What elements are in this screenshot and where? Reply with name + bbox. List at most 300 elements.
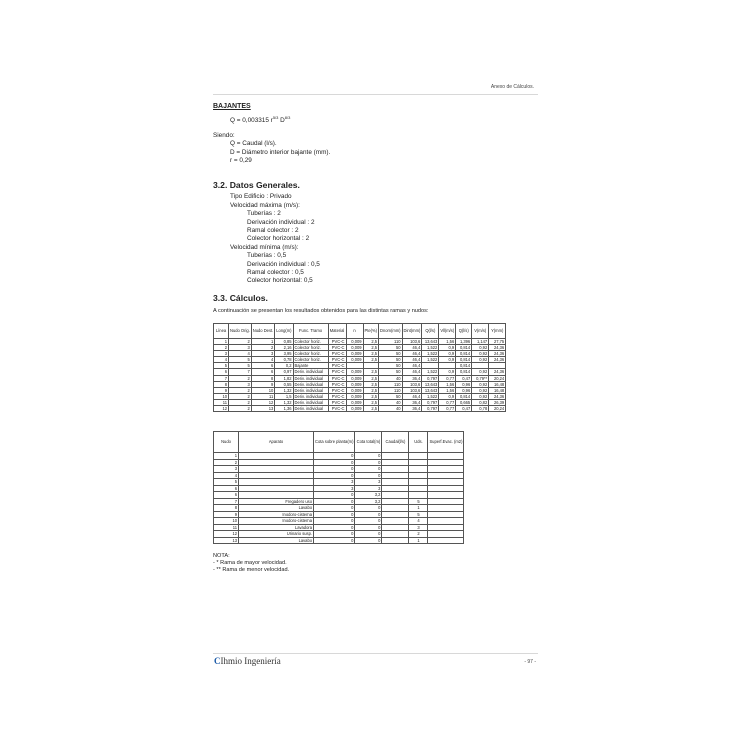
column-header: Y(mm) [489, 324, 506, 339]
table-cell: 11 [251, 393, 274, 399]
table-cell: 2 [229, 387, 252, 393]
table-cell: 2 [214, 459, 239, 466]
formula-exp1: 5/3 [272, 115, 279, 121]
table-cell: 0 [355, 459, 382, 466]
formula-main: Q = 0,003315 r [230, 117, 273, 125]
table-cell: 2 [229, 393, 252, 399]
table-cell: 0 [355, 524, 382, 531]
table-cell: 6 [214, 492, 239, 499]
vmin-colector: Colector horizontal: 0,5 [247, 277, 313, 285]
table-cell: 26,39 [489, 399, 506, 405]
table-cell: 0 [314, 518, 355, 525]
table-cell: 8 [251, 375, 274, 381]
table-cell: 1,522 [422, 357, 439, 363]
calculos-title: 3.3. Cálculos. [213, 293, 268, 303]
table-cell: 9 [214, 511, 239, 518]
table-cell: 27,75 [489, 339, 506, 345]
table-cell: 0,78 [275, 357, 293, 363]
table-cell: 9 [251, 381, 274, 387]
table-cell: 0,009 [346, 406, 363, 412]
table-cell: 0,9 [439, 393, 456, 399]
table-cell: Bajante [293, 363, 328, 369]
table-cell: 0 [314, 505, 355, 512]
running-header: Anexo de Cálculos. [490, 84, 534, 90]
table-cell: 1,147 [472, 339, 489, 345]
table-cell: 1 [251, 339, 274, 345]
table-cell: 2 [229, 339, 252, 345]
datos-title: 3.2. Datos Generales. [213, 180, 300, 190]
table-cell: 0,82 [472, 399, 489, 405]
table-cell: 20,24 [489, 375, 506, 381]
table-cell: 2,5 [363, 339, 379, 345]
table-cell: 36,4 [402, 399, 422, 405]
table-cell: 24,36 [489, 393, 506, 399]
bajantes-title: BAJANTES [213, 103, 251, 110]
table-cell: 0,92 [472, 351, 489, 357]
table-cell: 50 [379, 369, 402, 375]
table-cell: Colector horiz. [293, 357, 328, 363]
table-cell: PVC-C [328, 406, 346, 412]
column-header: Cota sobre planta(m) [314, 432, 355, 453]
table-cell: 103,6 [402, 387, 422, 393]
table-cell: PVC-C [328, 363, 346, 369]
table-cell: 110 [379, 381, 402, 387]
table-cell: 0,9 [439, 369, 456, 375]
table-cell: 46,4 [402, 345, 422, 351]
table-cell: 0 [314, 472, 355, 479]
table-cell: 5 [409, 511, 428, 518]
table-cell: 2,5 [363, 381, 379, 387]
table-cell: 3 [409, 524, 428, 531]
table-cell: Fregadero uso [239, 498, 314, 505]
table-cell: Deriv. individual [293, 406, 328, 412]
table-cell: 7 [214, 498, 239, 505]
vmin-ramal: Ramal colector : 0,5 [247, 269, 304, 277]
footer-divider [213, 653, 538, 654]
column-header: n [346, 324, 363, 339]
table-cell: 0 [314, 498, 355, 505]
table-cell: PVC-C [328, 381, 346, 387]
table-cell: 2,5 [363, 345, 379, 351]
table-cell: 11 [214, 399, 229, 405]
table-cell: 1,522 [422, 369, 439, 375]
table-cell: 5 [214, 363, 229, 369]
table-cell: 40 [379, 399, 402, 405]
table-cell: 3 [355, 479, 382, 486]
column-header: Q(l/s) [456, 324, 472, 339]
table-cell: 0,9 [439, 351, 456, 357]
table-cell: 13,643 [422, 381, 439, 387]
table-cell: 1,56 [439, 381, 456, 387]
table-cell: 0,009 [346, 381, 363, 387]
table-cell: 0,97 [275, 369, 293, 375]
table-cell: 2,5 [363, 369, 379, 375]
table-cell: 0,814 [456, 363, 472, 369]
table-cell: 2 [229, 406, 252, 412]
table-cell: 3 [229, 381, 252, 387]
def-q: Q = Caudal (l/s). [230, 140, 277, 148]
table-cell: 0,47 [456, 406, 472, 412]
table-cell: 0,96 [456, 387, 472, 393]
table-cell: Deriv. individual [293, 393, 328, 399]
table-cell: Inodoro-cisterna [239, 511, 314, 518]
vmax-tuberias: Tuberías : 2 [247, 210, 281, 218]
table-cell: 6 [214, 369, 229, 375]
table-cell: 4 [214, 472, 239, 479]
table-cell: 12 [214, 406, 229, 412]
table-cell: 0 [355, 453, 382, 460]
table-cell: 46,4 [402, 393, 422, 399]
table-cell: 2,5 [363, 393, 379, 399]
table-cell: 2,5 [363, 357, 379, 363]
table-cell: 11 [214, 524, 239, 531]
table-cell: 4 [409, 518, 428, 525]
table-cell: 36,4 [402, 406, 422, 412]
table-cell: 4 [229, 351, 252, 357]
table-cell: 3 [214, 466, 239, 473]
vmax-colector: Colector horizontal : 2 [247, 235, 310, 243]
column-header: Material [328, 324, 346, 339]
table-cell: 0,665 [456, 399, 472, 405]
table-cell: 0,814 [456, 345, 472, 351]
notes-title: NOTA: [213, 553, 230, 559]
table-cell: 3,2 [355, 492, 382, 499]
table-cell: 0,47 [456, 375, 472, 381]
table-cell: 3 [251, 351, 274, 357]
table-cell: 0 [355, 537, 382, 544]
table-cell: PVC-C [328, 357, 346, 363]
table-cell: 0,814 [456, 369, 472, 375]
table-cell: 0,92 [472, 357, 489, 363]
table-cell: Urinario susp. [239, 531, 314, 538]
table-cell: 2,16 [275, 345, 293, 351]
table-cell: 0,009 [346, 351, 363, 357]
column-header: V(m/s) [472, 324, 489, 339]
table-cell: 0 [355, 505, 382, 512]
table-cell: Colector horiz. [293, 351, 328, 357]
table-cell: Colector horiz. [293, 345, 328, 351]
table-cell: 0,96 [456, 381, 472, 387]
table-cell: 0,009 [346, 369, 363, 375]
table-cell: 2 [409, 531, 428, 538]
table-cell: 2 [251, 345, 274, 351]
table-cell: 0,009 [346, 399, 363, 405]
table-cell: 1,522 [422, 345, 439, 351]
table-cell: PVC-C [328, 339, 346, 345]
def-r: r = 0,29 [230, 157, 252, 165]
table-cell: 1 [214, 339, 229, 345]
table-cell: 46,4 [402, 357, 422, 363]
table-cell: 3,95 [275, 351, 293, 357]
table-cell: 0 [314, 466, 355, 473]
table-row [214, 537, 464, 544]
table-cell: 13 [214, 537, 239, 544]
table-cell: 9 [214, 387, 229, 393]
table-cell: 5 [229, 363, 252, 369]
table-cell: 0,009 [346, 345, 363, 351]
table-cell: Colector horiz. [293, 339, 328, 345]
table-cell: 0,814 [456, 351, 472, 357]
table-cell: 3 [314, 479, 355, 486]
page-number: - 97 - [524, 659, 536, 665]
table-cell: 0,009 [346, 387, 363, 393]
table-cell: 0,9 [439, 357, 456, 363]
table-cell: 0,009 [346, 375, 363, 381]
table-cell: 0,92 [472, 387, 489, 393]
table-cell: 1,32 [275, 399, 293, 405]
node-table-body [214, 453, 464, 544]
formula-d: D [278, 117, 285, 125]
table-cell: 46,4 [402, 363, 422, 369]
brand-initial: C [214, 656, 221, 666]
table-cell: PVC-C [328, 375, 346, 381]
table-cell: 50 [379, 357, 402, 363]
table-cell: 16,48 [489, 381, 506, 387]
vmax-ramal: Ramal colector : 2 [247, 227, 299, 235]
table-cell: 0 [314, 511, 355, 518]
column-header: Nudo Orig. [229, 324, 252, 339]
datos-section [213, 181, 538, 286]
table-cell: 0 [314, 492, 355, 499]
table-cell: 0,92 [472, 345, 489, 351]
table-cell: Deriv. individual [293, 375, 328, 381]
column-header: Long(m) [275, 324, 293, 339]
table-cell: 0,797 [422, 375, 439, 381]
table-cell: 50 [379, 351, 402, 357]
node-results-table [213, 431, 464, 544]
table-cell: 3 [355, 485, 382, 492]
table-cell: 1,396 [456, 339, 472, 345]
table-cell: 0,92 [472, 369, 489, 375]
table-cell: PVC-C [328, 393, 346, 399]
table-cell: 6 [251, 369, 274, 375]
table-cell [428, 537, 464, 544]
table-cell: 3 [214, 351, 229, 357]
table-cell: 0,009 [346, 357, 363, 363]
bajantes-section [213, 103, 538, 166]
column-header: Aparato [239, 432, 314, 453]
table-cell: 0,2 [275, 363, 293, 369]
table-cell: 1,56 [439, 339, 456, 345]
column-header: Func. Tramo [293, 324, 328, 339]
column-header: Cota total(m) [355, 432, 382, 453]
table-cell: 0,92 [472, 381, 489, 387]
table-cell: 0,92 [472, 393, 489, 399]
table-cell: 24,36 [489, 357, 506, 363]
formula-exp2: 8/3 [284, 115, 291, 121]
table-cell: 5 [214, 479, 239, 486]
table-cell: 5 [409, 498, 428, 505]
table-cell: 4 [251, 357, 274, 363]
table-cell: 20,24 [489, 406, 506, 412]
vmax-derivacion: Derivación individual : 2 [247, 218, 315, 226]
table-cell: 5 [229, 357, 252, 363]
table-cell: 110 [379, 387, 402, 393]
table-cell: 0,009 [346, 339, 363, 345]
table-cell: 0 [355, 511, 382, 518]
table-cell: 2,5 [363, 351, 379, 357]
branch-table-header-row [214, 324, 506, 339]
table-cell [382, 537, 409, 544]
table-cell: 10 [251, 387, 274, 393]
table-cell: 0,78 [472, 406, 489, 412]
table-cell: 36,4 [402, 375, 422, 381]
table-cell: 46,4 [402, 351, 422, 357]
table-cell: 13,643 [422, 339, 439, 345]
table-cell: 3 [229, 345, 252, 351]
table-cell: 0 [314, 453, 355, 460]
table-cell: 103,6 [402, 339, 422, 345]
table-cell: 0,797 [422, 399, 439, 405]
column-header: Pte(%) [363, 324, 379, 339]
table-cell: 0 [355, 472, 382, 479]
table-cell: 10 [214, 393, 229, 399]
column-header: Línea [214, 324, 229, 339]
vmin-tuberias: Tuberías : 0,5 [247, 252, 287, 260]
table-cell: 1 [214, 453, 239, 460]
tipo-edificio: Tipo Edificio : Privado [230, 193, 292, 201]
table-cell: PVC-C [328, 369, 346, 375]
table-cell: 1,5 [275, 393, 293, 399]
table-cell: 2,5 [363, 375, 379, 381]
table-cell: Inodoro-cisterna [239, 518, 314, 525]
table-cell: 7 [214, 375, 229, 381]
column-header: Q(l/s) [422, 324, 439, 339]
table-cell: 0,814 [456, 393, 472, 399]
table-cell: 8 [214, 505, 239, 512]
table-cell: 4 [214, 357, 229, 363]
table-cell: Deriv. individual [293, 381, 328, 387]
table-cell: 0,814 [456, 357, 472, 363]
table-cell: 2,5 [363, 387, 379, 393]
table-cell: 40 [379, 375, 402, 381]
table-cell: 0 [355, 518, 382, 525]
table-cell: PVC-C [328, 399, 346, 405]
table-cell: 0 [314, 459, 355, 466]
table-cell: 3,2 [355, 498, 382, 505]
table-cell: Lavabo [239, 537, 314, 544]
table-cell: 6 [251, 363, 274, 369]
table-cell: 0,797 [422, 406, 439, 412]
table-cell: 2,5 [363, 406, 379, 412]
vmin-label: Velocidad mínima (m/s): [230, 243, 299, 251]
branch-results-table [213, 323, 506, 412]
table-cell: 0,77 [439, 399, 456, 405]
vmax-label: Velocidad máxima (m/s): [230, 201, 300, 209]
table-cell: 0,85 [275, 339, 293, 345]
table-cell: Deriv. individual [293, 399, 328, 405]
table-cell: 2,5 [363, 399, 379, 405]
vmin-derivacion: Derivación individual : 0,5 [247, 260, 320, 268]
table-cell: 12 [214, 531, 239, 538]
table-cell: 12 [251, 399, 274, 405]
table-cell: 0,009 [346, 393, 363, 399]
table-cell: Deriv. individual [293, 387, 328, 393]
table-cell: 0,77 [439, 406, 456, 412]
calculos-section [213, 294, 538, 316]
table-cell: 8 [214, 381, 229, 387]
table-cell: 0,55 [275, 381, 293, 387]
table-cell: 1,522 [422, 393, 439, 399]
table-cell: 1,36 [275, 406, 293, 412]
header-divider [213, 94, 538, 95]
table-cell: Lavadora [239, 524, 314, 531]
node-table-header-row [214, 432, 464, 453]
table-cell: 0,79** [472, 375, 489, 381]
table-cell: 13,643 [422, 387, 439, 393]
notes-block [213, 553, 289, 574]
column-header: Dnom(mm) [379, 324, 402, 339]
table-cell: 0 [314, 531, 355, 538]
note-line-2: - ** Rama de menor velocidad. [213, 567, 290, 573]
brand-name: Ihmio Ingeniería [220, 656, 281, 666]
def-d: D = Diámetro interior bajante (mm). [230, 148, 331, 156]
note-line-1: - * Rama de mayor velocidad. [213, 560, 287, 566]
table-cell: 1,522 [422, 351, 439, 357]
column-header: Uds. [409, 432, 428, 453]
siendo-label: Siendo: [213, 131, 235, 139]
table-cell: 46,4 [402, 369, 422, 375]
bajantes-formula [213, 114, 538, 126]
column-header: Caudal(l/s) [382, 432, 409, 453]
table-cell: 0 [314, 524, 355, 531]
table-cell: 2 [214, 345, 229, 351]
table-cell: 0 [355, 466, 382, 473]
column-header: Dint(mm) [402, 324, 422, 339]
table-cell: 1,32 [275, 387, 293, 393]
table-cell: 0 [314, 537, 355, 544]
table-cell: 1,82 [275, 375, 293, 381]
table-cell: PVC-C [328, 345, 346, 351]
table-cell: 40 [379, 406, 402, 412]
table-cell: 10 [214, 518, 239, 525]
table-cell: 13 [251, 406, 274, 412]
table-cell: PVC-C [328, 387, 346, 393]
table-cell: 2 [229, 399, 252, 405]
calculos-intro: A continuación se presentan los resultados obtenidos para las distintas ramas y nudos: [213, 308, 429, 315]
table-cell: 50 [379, 345, 402, 351]
column-header: Superf.Evac. (m2) [428, 432, 464, 453]
column-header: Nudo [214, 432, 239, 453]
table-cell: 50 [379, 393, 402, 399]
table-cell: 2 [229, 375, 252, 381]
branch-table-body [214, 339, 506, 412]
column-header: Vll(m/s) [439, 324, 456, 339]
table-cell: Deriv. individual [293, 369, 328, 375]
table-cell: 6 [214, 485, 239, 492]
table-cell: 103,6 [402, 381, 422, 387]
table-cell: 7 [229, 369, 252, 375]
table-cell: 3 [314, 485, 355, 492]
table-cell: 50 [379, 363, 402, 369]
column-header: Nudo Dest. [251, 324, 274, 339]
table-cell: 24,36 [489, 345, 506, 351]
table-cell: 0 [355, 531, 382, 538]
table-cell: 110 [379, 339, 402, 345]
table-cell: 1,56 [439, 387, 456, 393]
table-cell: 16,48 [489, 387, 506, 393]
table-cell: Lavabo [239, 505, 314, 512]
table-cell: 24,36 [489, 351, 506, 357]
footer-brand [214, 656, 281, 666]
table-cell: 1 [409, 505, 428, 512]
table-cell: 1 [409, 537, 428, 544]
table-row [214, 406, 506, 412]
table-cell: 0,9 [439, 345, 456, 351]
table-cell: PVC-C [328, 351, 346, 357]
table-cell: 0,77 [439, 375, 456, 381]
table-cell: 24,36 [489, 369, 506, 375]
